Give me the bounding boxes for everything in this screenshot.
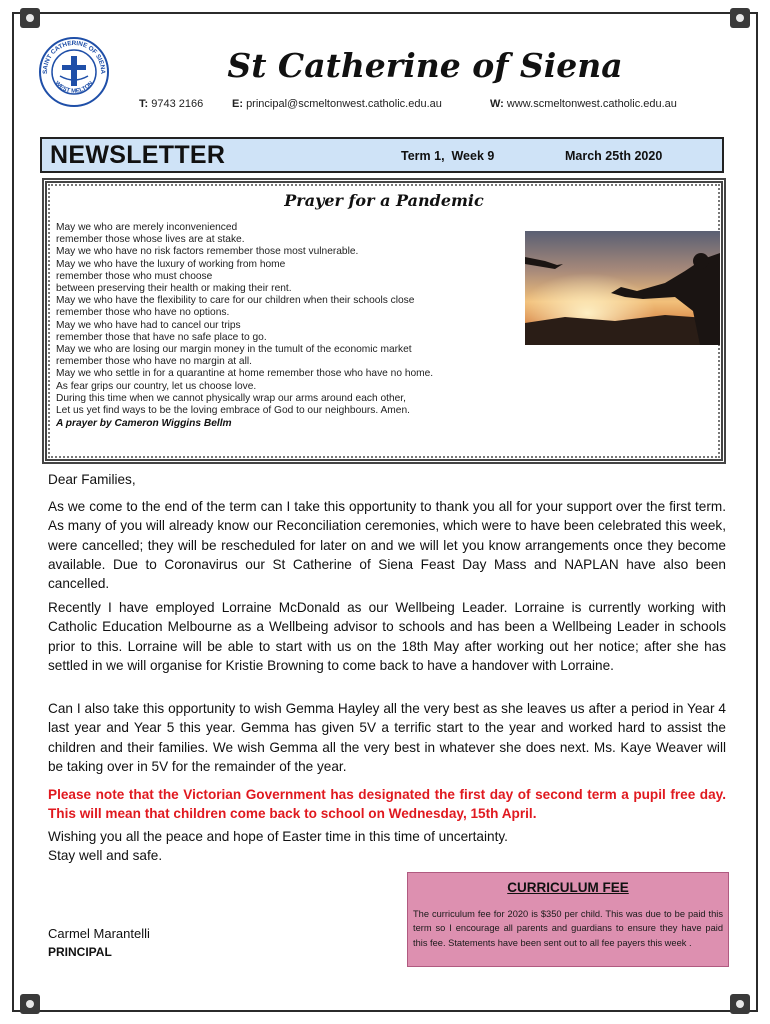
prayer-author: A prayer by Cameron Wiggins Bellm [56,418,232,430]
letter-closing [48,827,726,866]
prayer-line: remember those that have no safe place to go. [56,331,267,343]
prayer-line: May we who have had to cancel our trips [56,319,241,331]
contact-phone [139,98,203,110]
prayer-line: May we who have the luxury of working from home [56,258,286,270]
prayer-line: remember those whose lives are at stake. [56,234,245,246]
signatory-name: Carmel Marantelli [48,926,150,941]
prayer-line: May we who settle in for a quarantine at home remember those who have no home. [56,368,434,380]
newsletter-banner [40,137,724,173]
logo-text-top: SAINT CATHERINE OF SIENA [41,40,107,75]
issue-date: March 25th 2020 [565,149,663,163]
prayer-line: remember those who have no options. [56,307,230,319]
prayer-line: between preserving their health or making their rent. [56,283,292,295]
newsletter-title: NEWSLETTER [50,141,226,169]
email-label: E: [232,98,243,110]
contact-email [232,98,442,110]
website-link[interactable]: www.scmeltonwest.catholic.edu.au [506,98,677,110]
letter-paragraph: Can I also take this opportunity to wish Gemma Hayley all the very best as she leaves us after a period in Year 4 last year and Year 5 this year. Gemma has given 5V a terrific start to the year and worked hard to assist the children and their families. We wish Gemma all the very best in whatever she does next. Ms. Kaye Weaver will be taking over in 5V for the remainder of the year. [48,701,726,774]
school-logo [38,36,110,108]
corner-ornament [730,8,750,28]
school-name: St Catherine of Siena [227,46,623,85]
curriculum-fee-text: The curriculum fee for 2020 is $350 per child. This was due to be paid this term so I encourage all parents and guardians to ensure they have paid this fee. Statements have been sent out to all fee payers this week . [413,909,723,948]
signatory-role: PRINCIPAL [48,945,112,959]
logo-text-bottom: WEST MELTON [53,80,95,95]
corner-ornament [20,8,40,28]
prayer-line: May we who have the flexibility to care for our children when their schools close [56,295,415,307]
phone-number: 9743 2166 [151,98,204,110]
helping-hands-photo [525,231,720,345]
pupil-free-day-notice: Please note that the Victorian Government has designated the first day of second term a pupil free day. This will mean that children come back to school on Wednesday, 15th April. [48,787,726,822]
curriculum-fee-box [407,872,729,967]
phone-label: T: [139,98,149,110]
prayer-title: Prayer for a Pandemic [284,191,484,210]
corner-ornament [20,994,40,1014]
closing-line: Stay well and safe. [48,848,163,864]
letter-greeting: Dear Families, [48,472,136,487]
prayer-box [42,178,726,464]
prayer-line: remember those who must choose [56,270,213,282]
prayer-line: As fear grips our country, let us choose love. [56,380,257,392]
prayer-line: Let us yet find ways to be the loving embrace of God to our neighbours. Amen. [56,405,410,417]
prayer-text [56,222,526,430]
letter-paragraph: Recently I have employed Lorraine McDonald as our Wellbeing Leader. Lorraine is currently working with Catholic Education Melbourne as a Wellbeing advisor to schools and has been a Wellbeing Leader in schools prior to this. Lorraine will be able to start with us on the 18th May after working out her notice; after she has settled in we will organise for Kristie Browning to come back to have a handover with Lorraine. [48,600,726,673]
closing-line: Wishing you all the peace and hope of Easter time in this time of uncertainty. [48,829,508,844]
prayer-line: May we who have no risk factors remember those most vulnerable. [56,246,359,258]
contact-website [490,98,677,110]
prayer-line: During this time when we cannot physically wrap our arms around each other, [56,392,406,404]
curriculum-fee-title: CURRICULUM FEE [507,880,629,895]
prayer-line: May we who are losing our margin money in the tumult of the economic market [56,344,412,356]
web-label: W: [490,98,504,110]
corner-ornament [730,994,750,1014]
prayer-line: remember those who have no margin at all. [56,356,252,368]
term-week: Term 1, Week 9 [401,149,495,163]
email-link[interactable]: principal@scmeltonwest.catholic.edu.au [246,98,442,110]
prayer-line: May we who are merely inconvenienced [56,222,238,233]
letter-paragraph: As we come to the end of the term can I take this opportunity to thank you all for your support over the first term. As many of you will already know our Reconciliation ceremonies, which were to have been celebrated this week, were cancelled; they will be rescheduled for later on and we will let you know arrangements once they become available. Due to Coronavirus our St Catherine of Siena Feast Day Mass and NAPLAN have also been cancelled. [48,499,726,592]
